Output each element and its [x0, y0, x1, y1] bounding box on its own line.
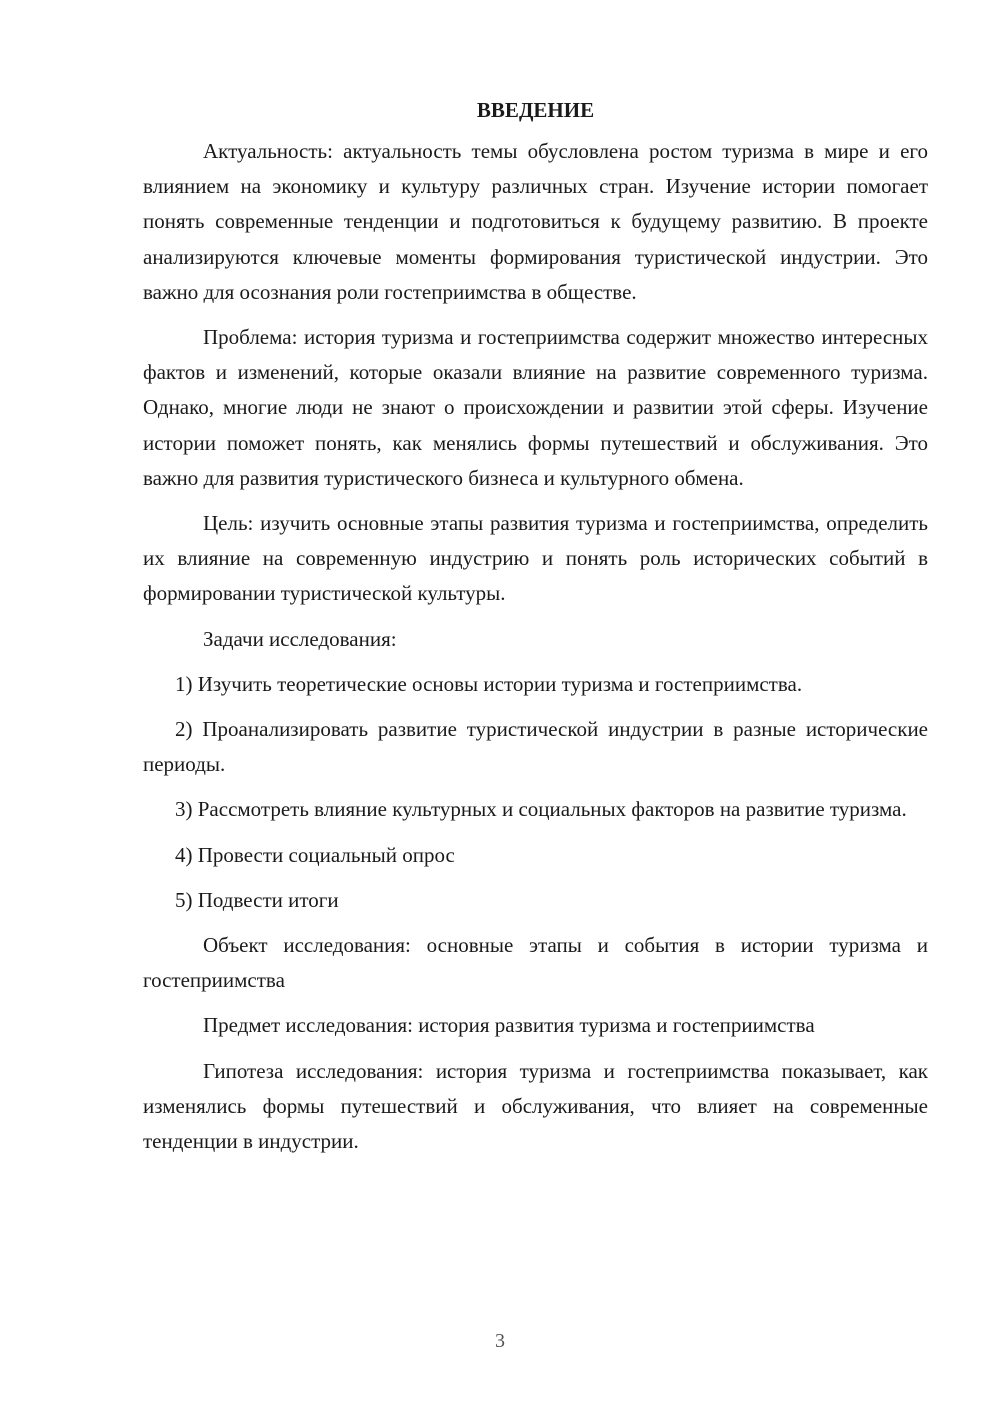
task-item: 3) Рассмотреть влияние культурных и социальных факторов на развитие туризма. — [175, 797, 907, 822]
problem-paragraph: Проблема: история туризма и гостеприимства содержит множество интересных фактов и изменений, которые оказали влияние на развитие современного туризма. Однако, многие люди не знают о происхождении и развитии этой сферы. Изучение истории поможет понять, как менялись формы путешествий и обслуживания. Это важно для развития туристического бизнеса и культурного обмена. — [143, 325, 928, 490]
task-item: 4) Провести социальный опрос — [175, 842, 455, 867]
document-page — [143, 92, 928, 1169]
relevance-paragraph: Актуальность: актуальность темы обусловлена ростом туризма в мире и его влиянием на экономику и культуру различных стран. Изучение истории помогает понять современные тенденции и подготовиться к будущему развитию. В проекте анализируются ключевые моменты формирования туристической индустрии. Это важно для осознания роли гостеприимства в обществе. — [143, 139, 928, 304]
tasks-heading: Задачи исследования: — [203, 626, 397, 651]
page-title: ВВЕДЕНИЕ — [476, 98, 595, 122]
task-item: 2) Проанализировать развитие туристической индустрии в разные исторические периоды. — [143, 717, 928, 777]
page-number: 3 — [495, 1330, 505, 1352]
task-item: 1) Изучить теоретические основы истории туризма и гостеприимства. — [175, 671, 803, 696]
task-item: 5) Подвести итоги — [175, 887, 339, 912]
hypothesis-paragraph: Гипотеза исследования: история туризма и гостеприимства показывает, как изменялись формы путешествий и обслуживания, что влияет на современные тенденции в индустрии. — [143, 1058, 928, 1154]
object-paragraph: Объект исследования: основные этапы и события в истории туризма и гостеприимства — [143, 933, 928, 993]
goal-paragraph: Цель: изучить основные этапы развития туризма и гостеприимства, определить их влияние на современную индустрию и понять роль исторических событий в формировании туристической культуры. — [143, 511, 928, 606]
subject-paragraph: Предмет исследования: история развития туризма и гостеприимства — [203, 1013, 815, 1038]
